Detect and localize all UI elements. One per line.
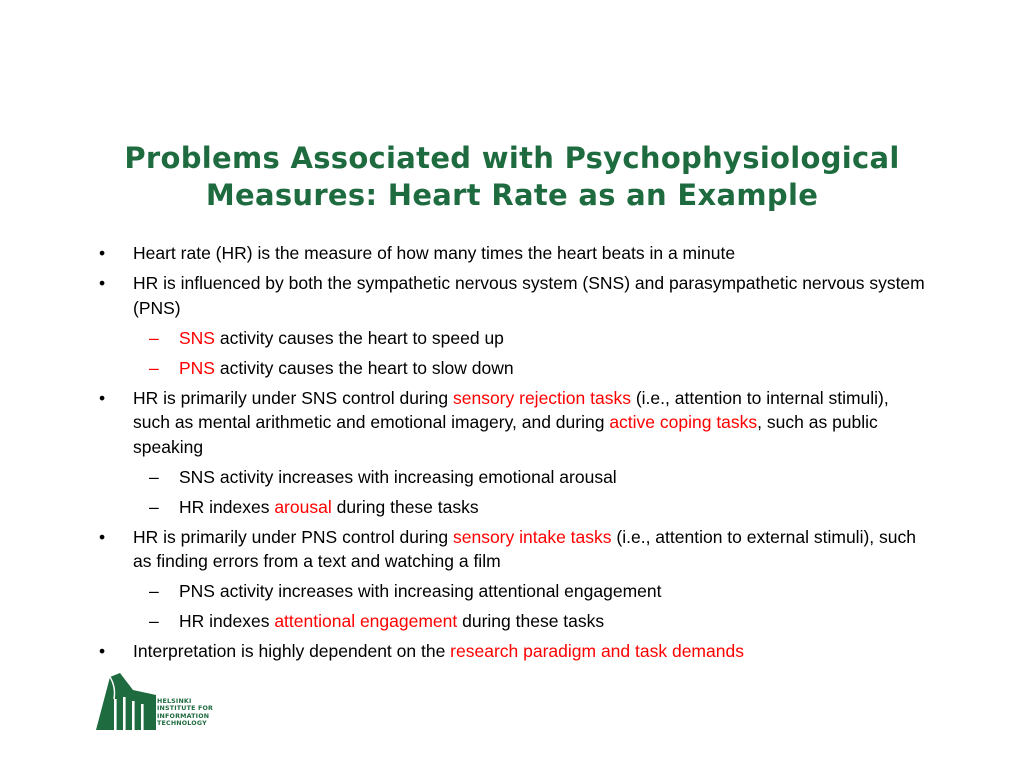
logo-line-3: INFORMATION [157, 712, 210, 720]
bullet-text: (i.e., attention to internal stimuli), such as mental arithmetic and emotional imagery, and during [133, 387, 889, 432]
bullet-item [97, 525, 927, 574]
bullet-text: during these tasks [457, 611, 605, 631]
bullet-text: HR is primarily under PNS control during [133, 526, 453, 547]
bullet-text: HR indexes [179, 611, 275, 631]
sub-bullet-item [97, 609, 927, 634]
bullet-text: during these tasks [331, 496, 479, 517]
dash-marker: – [149, 496, 159, 517]
highlighted-text: PNS [179, 357, 215, 378]
highlighted-text: sensory rejection tasks [452, 387, 631, 408]
dash-marker: – [149, 357, 159, 378]
highlighted-text: active coping tasks [609, 412, 758, 432]
bullet-marker: • [99, 641, 106, 661]
hiit-building-icon [96, 673, 156, 735]
highlighted-text: SNS [179, 327, 215, 348]
logo-line-1: HELSINKI [157, 698, 192, 705]
title-line-2: Measures: Heart Rate as an Example [205, 178, 819, 212]
bullet-marker: • [99, 526, 106, 547]
hiit-logo [96, 673, 226, 735]
highlighted-text: sensory intake tasks [452, 526, 612, 547]
bullet-item [97, 386, 927, 460]
sub-bullet-item [97, 356, 927, 381]
sub-bullet-item [97, 579, 927, 604]
bullet-text: PNS activity increases with increasing attentional engagement [179, 581, 662, 601]
logo-text [157, 698, 213, 727]
sub-bullet-item [97, 326, 927, 351]
highlighted-text: research paradigm and task demands [450, 641, 744, 661]
highlighted-text: attentional engagement [274, 611, 458, 631]
logo-line-2: INSTITUTE FOR [157, 705, 214, 713]
bullet-text: HR is influenced by both the sympathetic nervous system (SNS) and parasympathetic nervous system (PNS) [133, 273, 925, 318]
bullet-text: Interpretation is highly dependent on the [133, 641, 451, 661]
bullet-marker: • [99, 387, 106, 408]
bullet-item [97, 241, 927, 266]
dash-marker: – [149, 581, 159, 601]
bullet-text: SNS activity increases with increasing emotional arousal [179, 466, 617, 487]
bullet-marker: • [99, 243, 106, 263]
dash-marker: – [149, 466, 159, 487]
bullet-text: activity causes the heart to slow down [214, 357, 514, 378]
bullet-marker: • [99, 273, 106, 293]
sub-bullet-item [97, 465, 927, 490]
logo-line-4: TECHNOLOGY [157, 719, 207, 727]
bullet-text: , such as public speaking [133, 412, 878, 457]
sub-bullet-item [97, 495, 927, 520]
bullet-item [97, 639, 927, 664]
dash-marker: – [149, 611, 159, 631]
slide-title [80, 140, 944, 214]
bullet-text: (i.e., attention to external stimuli), such as finding errors from a text and watching a film [133, 526, 916, 571]
bullet-text: HR is primarily under SNS control during [133, 387, 453, 408]
title-line-1: Problems Associated with Psychophysiological [124, 141, 900, 175]
dash-marker: – [149, 327, 159, 348]
bullet-text: Heart rate (HR) is the measure of how many times the heart beats in a minute [133, 243, 736, 263]
highlighted-text: arousal [274, 496, 332, 517]
bullet-list [97, 241, 927, 669]
bullet-text: HR indexes [179, 496, 275, 517]
bullet-text: activity causes the heart to speed up [214, 327, 504, 348]
bullet-item [97, 271, 927, 320]
